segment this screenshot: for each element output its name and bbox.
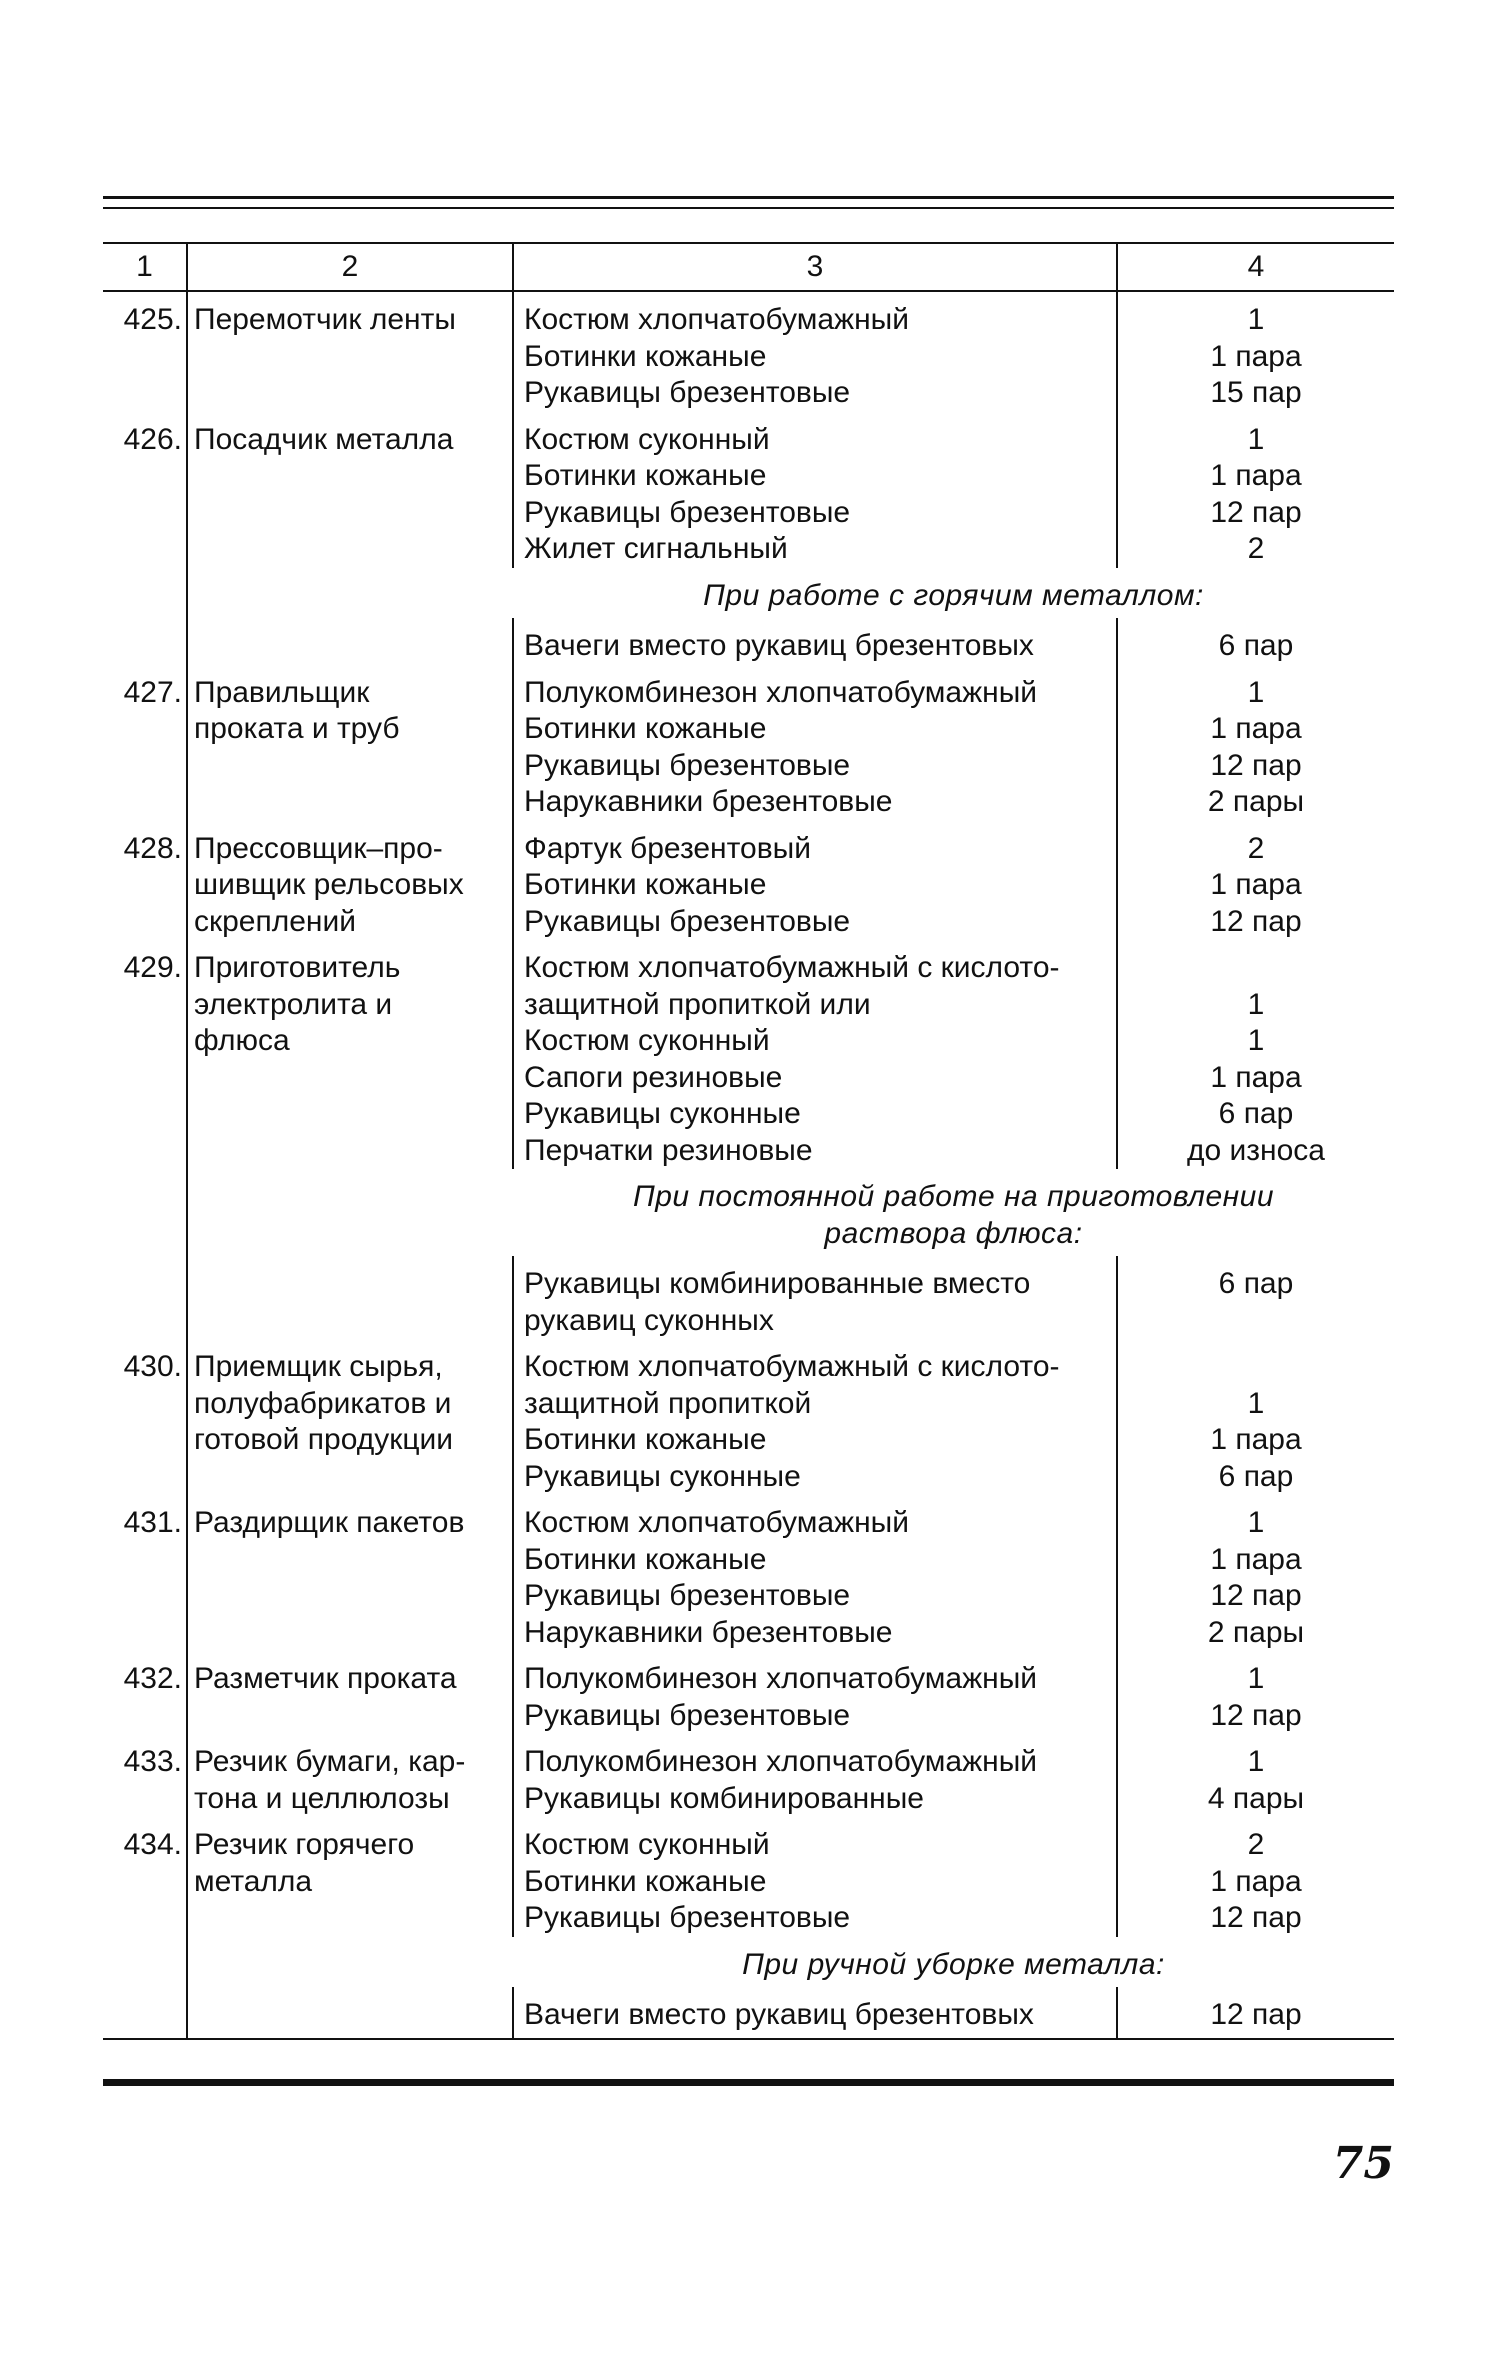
table-row (103, 1495, 1394, 1651)
item-line: защитной пропиткой или (524, 987, 871, 1021)
item-line: Рукавицы суконные (524, 1097, 801, 1130)
occupation-cell (187, 568, 513, 619)
quantity-line: 1 пара (1210, 1423, 1302, 1456)
occupation-cell (187, 940, 513, 1169)
item-line: Сапоги резиновые (524, 1060, 783, 1094)
quantity-cell (1117, 618, 1394, 665)
header-col-4: 4 (1117, 243, 1394, 291)
item-line: Нарукавники брезентовые (524, 785, 893, 818)
items-cell (513, 1495, 1117, 1651)
occupation-line: Приготовитель (194, 951, 401, 984)
quantity-line: 15 пар (1210, 376, 1302, 409)
quantity-line: 1 пара (1210, 712, 1302, 745)
occupation-cell (187, 1817, 513, 1937)
item-line: Полукомбинезон хлопчатобумажный (524, 1745, 1038, 1778)
number-cell: 434. (123, 1828, 182, 1861)
item-line: защитной пропиткой (524, 1386, 812, 1420)
table-row (103, 291, 1394, 412)
items-cell (513, 1987, 1117, 2039)
item-line: Полукомбинезон хлопчатобумажный (524, 1662, 1038, 1695)
item-line: Рукавицы брезентовые (524, 1579, 851, 1612)
note-text (513, 1947, 1394, 1984)
protective-clothing-table (103, 242, 1394, 2040)
quantity-cell (1117, 1339, 1394, 1495)
items-cell (513, 1256, 1117, 1339)
table-row (103, 821, 1394, 941)
note-cell (513, 1169, 1394, 1256)
occupation-line: флюса (194, 1024, 290, 1057)
quantity-cell (1117, 1734, 1394, 1817)
quantity-line: 1 (1247, 1386, 1265, 1420)
quantity-line: 1 пара (1210, 868, 1302, 901)
number-cell (103, 1169, 187, 1256)
quantity-line: 2 (1247, 1828, 1265, 1861)
quantity-line: 12 пар (1210, 1579, 1302, 1612)
occupation-cell (187, 1937, 513, 1988)
item-line: Ботинки кожаные (524, 868, 767, 901)
items-cell (513, 1339, 1117, 1495)
occupation-line: Резчик горячего (194, 1828, 415, 1861)
note-line: При работе с горячим металлом: (703, 578, 1204, 612)
quantity-line: 1 (1247, 303, 1265, 336)
item-line: Ботинки кожаные (524, 1423, 767, 1456)
item-line: Рукавицы брезентовые (524, 495, 851, 529)
item-line: Ботинки кожаные (524, 459, 767, 492)
occupation-line: металла (194, 1864, 313, 1898)
number-cell: 428. (123, 831, 182, 865)
item-line: Рукавицы комбинированные (524, 1781, 924, 1815)
occupation-line: Разметчик проката (194, 1662, 457, 1695)
items-cell (513, 821, 1117, 941)
quantity-line: 2 пары (1207, 1615, 1305, 1649)
quantity-line: 1 пара (1210, 339, 1302, 373)
quantity-line: 12 пар (1210, 904, 1302, 938)
occupation-line: готовой продукции (194, 1423, 454, 1456)
top-rule-thin (103, 207, 1394, 209)
quantity-line: 1 (1247, 422, 1265, 456)
table-row (103, 940, 1394, 1169)
occupation-line: полуфабрикатов и (194, 1386, 452, 1420)
occupation-cell (187, 1169, 513, 1256)
occupation-cell (187, 1495, 513, 1651)
item-line: Рукавицы суконные (524, 1459, 801, 1493)
quantity-cell (1117, 940, 1394, 1169)
quantity-line: 1 пара (1210, 1864, 1302, 1898)
item-line: Костюм хлопчатобумажный с кислото- (524, 1350, 1060, 1383)
quantity-line: 1 (1247, 675, 1265, 709)
occupation-line: Раздирщик пакетов (194, 1506, 465, 1539)
number-cell: 432. (123, 1662, 182, 1695)
occupation-cell (187, 821, 513, 941)
quantity-line: до износа (1187, 1133, 1325, 1167)
header-col-3: 3 (513, 243, 1117, 291)
number-cell: 425. (123, 303, 182, 336)
item-line: Ботинки кожаные (524, 712, 767, 745)
table-body (103, 291, 1394, 2039)
page-number: 75 (1332, 2138, 1394, 2189)
items-cell (513, 1734, 1117, 1817)
item-line: Нарукавники брезентовые (524, 1615, 893, 1649)
number-cell: 430. (123, 1350, 182, 1383)
quantity-line: 1 пара (1210, 1542, 1302, 1576)
item-line: Вачеги вместо рукавиц брезентовых (524, 1998, 1034, 2031)
occupation-line: Перемотчик ленты (194, 303, 456, 336)
item-line: Фартук брезентовый (524, 831, 811, 865)
quantity-line (1118, 1349, 1394, 1386)
number-cell (103, 1987, 187, 2039)
number-cell (103, 1937, 187, 1988)
note-line: При ручной уборке металла: (742, 1947, 1165, 1981)
table-row (103, 1817, 1394, 1937)
number-cell: 433. (123, 1745, 182, 1778)
quantity-cell (1117, 1495, 1394, 1651)
item-line: Костюм суконный (524, 1828, 770, 1861)
quantity-line: 1 пара (1210, 459, 1302, 492)
occupation-line: Посадчик металла (194, 422, 454, 456)
item-line: Рукавицы брезентовые (524, 748, 851, 782)
quantity-cell (1117, 665, 1394, 821)
quantity-line: 1 (1247, 1662, 1265, 1695)
header-row (103, 243, 1394, 291)
quantity-line: 6 пар (1218, 1097, 1294, 1130)
table-row (103, 1256, 1394, 1339)
quantity-cell (1117, 291, 1394, 412)
number-cell (103, 618, 187, 665)
occupation-line: Приемщик сырья, (194, 1350, 443, 1383)
occupation-cell (187, 412, 513, 568)
item-line: Полукомбинезон хлопчатобумажный (524, 675, 1038, 709)
item-line: Рукавицы брезентовые (524, 1698, 851, 1732)
quantity-line: 1 (1247, 987, 1265, 1021)
items-cell (513, 291, 1117, 412)
occupation-cell (187, 1256, 513, 1339)
quantity-cell (1117, 821, 1394, 941)
item-line: Рукавицы брезентовые (524, 376, 851, 409)
item-line: Рукавицы комбинированные вместо (524, 1267, 1031, 1300)
note-cell (513, 1937, 1394, 1988)
quantity-line: 6 пар (1218, 1267, 1294, 1300)
occupation-cell (187, 618, 513, 665)
quantity-line: 6 пар (1218, 1459, 1294, 1493)
quantity-line: 4 пары (1207, 1781, 1305, 1815)
items-cell (513, 665, 1117, 821)
table-header (103, 243, 1394, 291)
table-row (103, 1987, 1394, 2039)
bottom-rule (103, 2079, 1394, 2086)
occupation-cell (187, 665, 513, 821)
item-line: рукавиц суконных (524, 1303, 774, 1337)
items-cell (513, 618, 1117, 665)
occupation-line: Прессовщик–про- (194, 831, 443, 865)
quantity-line: 2 (1247, 532, 1265, 565)
note-line: раствора флюса: (824, 1216, 1083, 1250)
note-text (513, 1179, 1394, 1252)
item-line: Жилет сигнальный (524, 532, 788, 565)
note-row (103, 1937, 1394, 1988)
number-cell: 426. (123, 422, 182, 456)
quantity-cell (1117, 1987, 1394, 2039)
item-line: Костюм хлопчатобумажный с кислото- (524, 951, 1060, 984)
items-cell (513, 940, 1117, 1169)
occupation-line: Правильщик (194, 675, 370, 709)
quantity-cell (1117, 1651, 1394, 1734)
note-line: При постоянной работе на приготовлении (632, 1180, 1275, 1213)
table-row (103, 618, 1394, 665)
item-line: Ботинки кожаные (524, 339, 767, 373)
table-row (103, 412, 1394, 568)
number-cell: 431. (123, 1506, 182, 1539)
quantity-line: 12 пар (1210, 1998, 1302, 2031)
quantity-cell (1117, 1817, 1394, 1937)
quantity-line: 12 пар (1210, 748, 1302, 782)
note-cell (513, 568, 1394, 619)
items-cell (513, 1651, 1117, 1734)
occupation-line: шивщик рельсовых (194, 868, 464, 901)
occupation-cell (187, 1734, 513, 1817)
item-line: Перчатки резиновые (524, 1133, 813, 1167)
note-text (513, 578, 1394, 615)
items-cell (513, 1817, 1117, 1937)
quantity-line: 2 (1247, 831, 1265, 865)
quantity-line (1118, 1303, 1394, 1340)
table-row (103, 1339, 1394, 1495)
item-line: Ботинки кожаные (524, 1542, 767, 1576)
occupation-line: проката и труб (194, 712, 400, 745)
header-col-1: 1 (103, 243, 187, 291)
top-rule-thick (103, 196, 1394, 199)
number-cell (103, 568, 187, 619)
occupation-line: электролита и (194, 987, 393, 1021)
table-row (103, 665, 1394, 821)
quantity-cell (1117, 1256, 1394, 1339)
occupation-line: скреплений (194, 904, 357, 938)
quantity-line: 1 пара (1210, 1060, 1302, 1094)
quantity-line: 6 пар (1218, 629, 1294, 662)
quantity-line: 12 пар (1210, 1698, 1302, 1732)
items-cell (513, 412, 1117, 568)
quantity-line: 1 (1247, 1506, 1265, 1539)
quantity-line: 12 пар (1210, 495, 1302, 529)
table-row (103, 1734, 1394, 1817)
quantity-cell (1117, 412, 1394, 568)
occupation-cell (187, 291, 513, 412)
occupation-cell (187, 1339, 513, 1495)
number-cell (103, 1256, 187, 1339)
table-row (103, 1651, 1394, 1734)
item-line: Рукавицы брезентовые (524, 1901, 851, 1934)
item-line: Костюм хлопчатобумажный (524, 1506, 909, 1539)
quantity-line (1118, 950, 1394, 987)
number-cell: 429. (123, 951, 182, 984)
item-line: Ботинки кожаные (524, 1864, 767, 1898)
item-line: Вачеги вместо рукавиц брезентовых (524, 629, 1034, 662)
header-col-2: 2 (187, 243, 513, 291)
item-line: Костюм хлопчатобумажный (524, 303, 909, 336)
occupation-line: Резчик бумаги, кар- (194, 1745, 466, 1778)
occupation-cell (187, 1987, 513, 2039)
note-row (103, 1169, 1394, 1256)
quantity-line: 1 (1247, 1745, 1265, 1778)
occupation-cell (187, 1651, 513, 1734)
quantity-line: 1 (1247, 1024, 1265, 1057)
occupation-line: тона и целлюлозы (194, 1781, 450, 1815)
item-line: Рукавицы брезентовые (524, 904, 851, 938)
number-cell: 427. (123, 675, 182, 709)
item-line: Костюм суконный (524, 1024, 770, 1057)
note-row (103, 568, 1394, 619)
quantity-line: 12 пар (1210, 1901, 1302, 1934)
quantity-line: 2 пары (1207, 785, 1305, 818)
item-line: Костюм суконный (524, 422, 770, 456)
